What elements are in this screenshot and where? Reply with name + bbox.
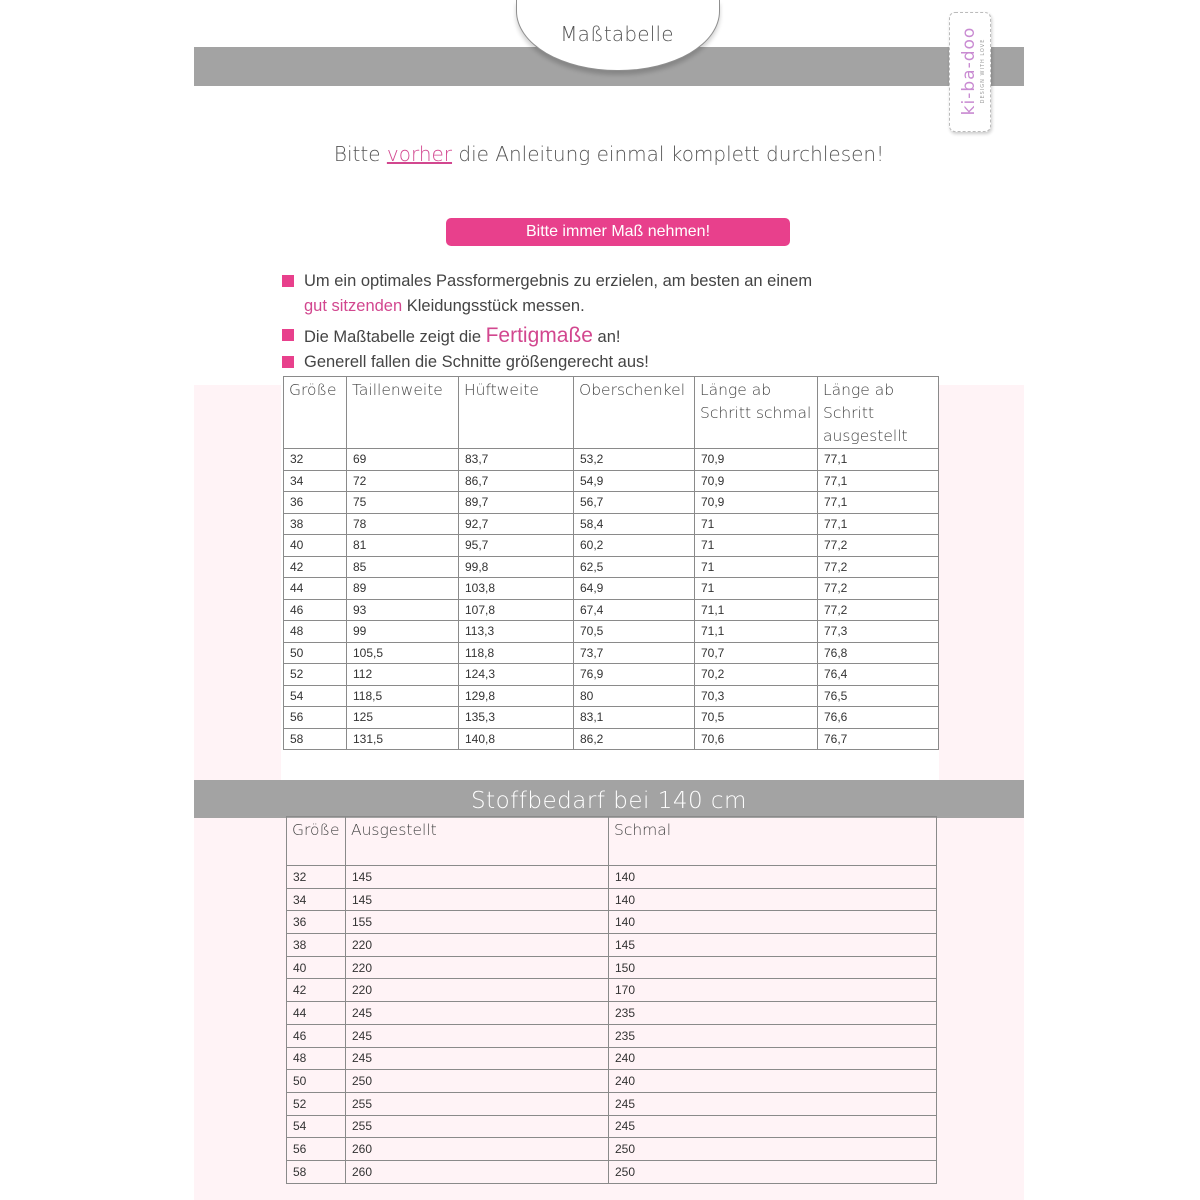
column-header: Hüftweite	[459, 377, 574, 449]
table-cell: 73,7	[574, 642, 695, 664]
table-cell: 32	[287, 866, 346, 889]
size-table-body	[284, 449, 939, 750]
bullet-finished-text-2: an!	[592, 328, 621, 346]
table-cell: 140	[609, 911, 937, 934]
table-cell: 245	[346, 1002, 609, 1025]
column-header: Oberschenkel	[574, 377, 695, 449]
table-cell: 131,5	[347, 728, 459, 750]
table-cell: 76,8	[818, 642, 939, 664]
table-cell: 69	[347, 449, 459, 471]
table-cell: 70,2	[695, 664, 818, 686]
table-cell: 220	[346, 934, 609, 957]
table-cell: 56	[284, 707, 347, 729]
table-cell: 54	[287, 1115, 346, 1138]
table-row	[284, 685, 939, 707]
table-cell: 77,1	[818, 449, 939, 471]
table-cell: 76,9	[574, 664, 695, 686]
table-cell: 107,8	[459, 599, 574, 621]
table-row	[287, 979, 937, 1002]
table-cell: 99	[347, 621, 459, 643]
table-row	[287, 1047, 937, 1070]
bullet-fit	[282, 269, 922, 319]
table-cell: 118,8	[459, 642, 574, 664]
bullet-fit-text-1: Um ein optimales Passformergebnis zu erzielen, am besten an einem	[304, 272, 813, 290]
column-header: Schmal	[609, 817, 937, 866]
size-table-header	[284, 377, 939, 449]
table-cell: 76,4	[818, 664, 939, 686]
table-cell: 50	[287, 1070, 346, 1093]
table-row	[284, 642, 939, 664]
table-cell: 77,2	[818, 556, 939, 578]
table-row	[287, 934, 937, 957]
table-cell: 75	[347, 492, 459, 514]
pink-square-icon	[282, 356, 294, 368]
table-cell: 245	[609, 1115, 937, 1138]
table-cell: 70,9	[695, 492, 818, 514]
page-title: Maßtabelle	[560, 22, 674, 46]
table-cell: 81	[347, 535, 459, 557]
table-cell: 71	[695, 578, 818, 600]
table-cell: 260	[346, 1138, 609, 1161]
table-cell: 86,2	[574, 728, 695, 750]
table-cell: 38	[287, 934, 346, 957]
intro-before: Bitte	[333, 142, 387, 166]
table-cell: 40	[287, 956, 346, 979]
table-row	[287, 1138, 937, 1161]
bullet-fit-text-2: Kleidungsstück messen.	[402, 297, 585, 315]
intro-after: die Anleitung einmal komplett durchlesen!	[452, 142, 885, 166]
table-cell: 250	[346, 1070, 609, 1093]
bullet-sizing-text: Generell fallen die Schnitte größengerecht aus!	[304, 353, 649, 371]
table-cell: 76,6	[818, 707, 939, 729]
table-row	[284, 470, 939, 492]
table-cell: 42	[284, 556, 347, 578]
table-cell: 44	[287, 1002, 346, 1025]
table-cell: 77,1	[818, 492, 939, 514]
table-cell: 103,8	[459, 578, 574, 600]
table-cell: 77,2	[818, 578, 939, 600]
notice-pill: Bitte immer Maß nehmen!	[446, 218, 790, 246]
table-cell: 60,2	[574, 535, 695, 557]
table-cell: 48	[284, 621, 347, 643]
table-cell: 245	[609, 1092, 937, 1115]
table-row	[287, 888, 937, 911]
table-cell: 44	[284, 578, 347, 600]
table-cell: 34	[287, 888, 346, 911]
table-cell: 70,7	[695, 642, 818, 664]
column-header: Länge ab Schritt schmal	[695, 377, 818, 449]
table-row	[284, 599, 939, 621]
table-cell: 150	[609, 956, 937, 979]
bullet-sizing	[282, 350, 922, 375]
fabric-table	[286, 816, 937, 1184]
bullet-list	[282, 269, 922, 375]
table-row	[284, 664, 939, 686]
table-cell: 76,5	[818, 685, 939, 707]
table-row	[287, 1115, 937, 1138]
table-row	[284, 492, 939, 514]
table-cell: 52	[284, 664, 347, 686]
table-row	[287, 1070, 937, 1093]
table-cell: 77,1	[818, 470, 939, 492]
table-cell: 124,3	[459, 664, 574, 686]
table-cell: 235	[609, 1002, 937, 1025]
table-row	[284, 449, 939, 471]
table-cell: 255	[346, 1115, 609, 1138]
table-cell: 36	[287, 911, 346, 934]
fabric-table-header	[287, 817, 937, 866]
table-cell: 56,7	[574, 492, 695, 514]
table-cell: 118,5	[347, 685, 459, 707]
table-cell: 92,7	[459, 513, 574, 535]
fabric-section-title: Stoffbedarf bei 140 cm	[194, 780, 1024, 818]
pink-square-icon	[282, 329, 294, 341]
table-cell: 240	[609, 1070, 937, 1093]
table-cell: 250	[609, 1160, 937, 1183]
table-row	[284, 513, 939, 535]
table-cell: 83,7	[459, 449, 574, 471]
table-cell: 62,5	[574, 556, 695, 578]
table-cell: 71,1	[695, 621, 818, 643]
table-cell: 145	[346, 866, 609, 889]
table-cell: 95,7	[459, 535, 574, 557]
table-cell: 58	[287, 1160, 346, 1183]
table-cell: 245	[346, 1047, 609, 1070]
table-cell: 76,7	[818, 728, 939, 750]
table-cell: 58	[284, 728, 347, 750]
table-cell: 112	[347, 664, 459, 686]
table-cell: 46	[287, 1024, 346, 1047]
table-cell: 58,4	[574, 513, 695, 535]
table-cell: 70,9	[695, 449, 818, 471]
table-cell: 77,3	[818, 621, 939, 643]
table-cell: 50	[284, 642, 347, 664]
table-row	[284, 556, 939, 578]
size-table	[283, 376, 939, 750]
intro-text	[194, 142, 1024, 166]
table-cell: 260	[346, 1160, 609, 1183]
table-row	[287, 1002, 937, 1025]
table-cell: 71,1	[695, 599, 818, 621]
table-cell: 71	[695, 513, 818, 535]
table-cell: 80	[574, 685, 695, 707]
brand-logo-text: ki-ba-doo	[959, 26, 979, 116]
table-cell: 145	[609, 934, 937, 957]
table-cell: 54,9	[574, 470, 695, 492]
table-cell: 220	[346, 979, 609, 1002]
table-cell: 240	[609, 1047, 937, 1070]
table-row	[284, 728, 939, 750]
table-cell: 99,8	[459, 556, 574, 578]
table-cell: 70,5	[574, 621, 695, 643]
table-cell: 54	[284, 685, 347, 707]
bullet-finished-highlight: Fertigmaße	[485, 324, 593, 347]
table-cell: 125	[347, 707, 459, 729]
table-cell: 140	[609, 866, 937, 889]
brand-logo-subtext: DESIGN WITH LOVE	[980, 38, 986, 104]
table-cell: 85	[347, 556, 459, 578]
table-cell: 71	[695, 535, 818, 557]
table-cell: 67,4	[574, 599, 695, 621]
table-cell: 40	[284, 535, 347, 557]
table-row	[287, 866, 937, 889]
table-cell: 78	[347, 513, 459, 535]
table-cell: 38	[284, 513, 347, 535]
table-row	[284, 535, 939, 557]
table-cell: 56	[287, 1138, 346, 1161]
column-header: Größe	[284, 377, 347, 449]
table-cell: 48	[287, 1047, 346, 1070]
table-cell: 77,1	[818, 513, 939, 535]
table-cell: 113,3	[459, 621, 574, 643]
table-cell: 42	[287, 979, 346, 1002]
table-cell: 140	[609, 888, 937, 911]
table-cell: 245	[346, 1024, 609, 1047]
table-cell: 86,7	[459, 470, 574, 492]
table-cell: 83,1	[574, 707, 695, 729]
table-cell: 145	[346, 888, 609, 911]
table-cell: 129,8	[459, 685, 574, 707]
bullet-finished-text-1: Die Maßtabelle zeigt die	[304, 328, 486, 346]
column-header: Ausgestellt	[346, 817, 609, 866]
fabric-table-body	[287, 866, 937, 1184]
table-cell: 89,7	[459, 492, 574, 514]
table-cell: 72	[347, 470, 459, 492]
table-cell: 105,5	[347, 642, 459, 664]
table-row	[287, 911, 937, 934]
table-cell: 89	[347, 578, 459, 600]
table-cell: 53,2	[574, 449, 695, 471]
bullet-fit-highlight: gut sitzenden	[304, 297, 403, 315]
table-cell: 135,3	[459, 707, 574, 729]
table-cell: 70,3	[695, 685, 818, 707]
table-cell: 70,9	[695, 470, 818, 492]
table-cell: 255	[346, 1092, 609, 1115]
table-cell: 77,2	[818, 535, 939, 557]
table-row	[287, 1024, 937, 1047]
pink-square-icon	[282, 275, 294, 287]
table-cell: 235	[609, 1024, 937, 1047]
table-cell: 250	[609, 1138, 937, 1161]
table-row	[284, 578, 939, 600]
table-row	[287, 1092, 937, 1115]
table-row	[287, 1160, 937, 1183]
bullet-finished	[282, 323, 922, 350]
table-cell: 220	[346, 956, 609, 979]
table-cell: 34	[284, 470, 347, 492]
table-cell: 170	[609, 979, 937, 1002]
table-row	[287, 956, 937, 979]
table-cell: 71	[695, 556, 818, 578]
table-cell: 64,9	[574, 578, 695, 600]
table-row	[284, 707, 939, 729]
table-cell: 70,6	[695, 728, 818, 750]
table-row	[284, 621, 939, 643]
table-cell: 46	[284, 599, 347, 621]
intro-highlight: vorher	[386, 142, 453, 166]
column-header: Taillenweite	[347, 377, 459, 449]
table-cell: 36	[284, 492, 347, 514]
table-cell: 77,2	[818, 599, 939, 621]
table-cell: 70,5	[695, 707, 818, 729]
column-header: Länge ab Schritt ausgestellt	[818, 377, 939, 449]
table-cell: 52	[287, 1092, 346, 1115]
column-header: Größe	[287, 817, 346, 866]
table-cell: 155	[346, 911, 609, 934]
table-cell: 93	[347, 599, 459, 621]
table-cell: 32	[284, 449, 347, 471]
table-cell: 140,8	[459, 728, 574, 750]
